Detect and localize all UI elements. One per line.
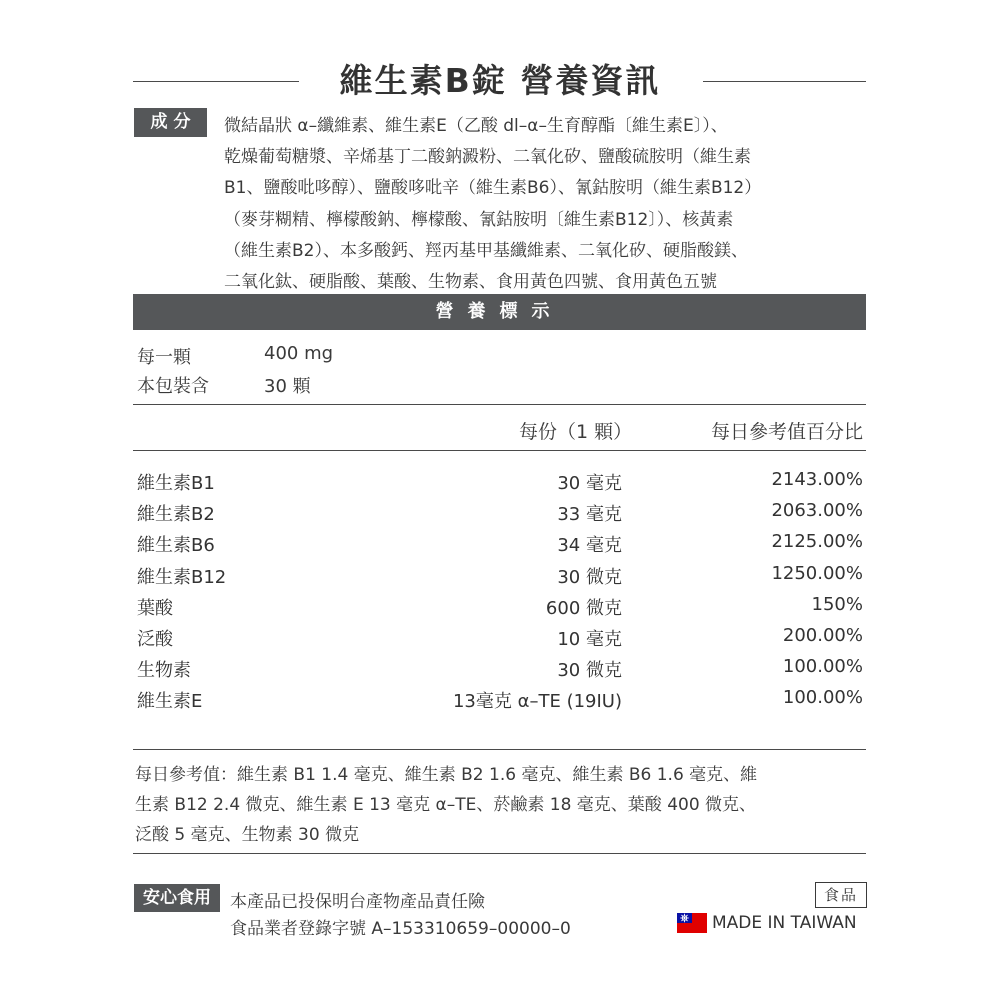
nutrient-amount: 30 毫克 <box>557 473 622 494</box>
reference-line: 每日參考值：維生素 B1 1.4 毫克、維生素 B2 1.6 毫克、維生素 B6 1.6 毫克、維 <box>135 765 758 785</box>
nutrient-amount: 30 微克 <box>557 567 622 588</box>
nutrient-name: 維生素B1 <box>137 473 215 494</box>
ingredients-line: 二氧化鈦、硬脂酸、葉酸、生物素、食用黃色四號、食用黃色五號 <box>224 272 717 293</box>
ingredients-tag: 成 分 <box>134 108 207 137</box>
ingredients-line: 乾燥葡萄糖漿、辛烯基丁二酸鈉澱粉、二氧化矽、鹽酸硫胺明（維生素 <box>224 147 751 168</box>
food-category-box: 食品 <box>815 882 867 908</box>
nutrient-daily-percent: 200.00% <box>782 625 863 646</box>
nutrient-daily-percent: 100.00% <box>782 656 863 677</box>
ingredients-line: B1、鹽酸吡哆醇）、鹽酸哆吡辛（維生素B6）、氰鈷胺明（維生素B12） <box>224 178 762 199</box>
nutrient-name: 葉酸 <box>137 598 173 619</box>
package-contains-label: 本包裝含 <box>137 376 209 397</box>
nutrient-name: 生物素 <box>137 660 191 681</box>
per-unit-value: 400 mg <box>264 343 334 364</box>
reference-line: 生素 B12 2.4 微克、維生素 E 13 毫克 α–TE、菸鹼素 18 毫克、葉酸 400 微克、 <box>135 795 757 815</box>
ingredients-line: 微結晶狀 α–纖維素、維生素E（乙酸 dl–α–生育醇酯〔維生素E〕）、 <box>224 116 728 136</box>
divider <box>133 749 866 750</box>
divider <box>133 853 866 854</box>
nutrient-daily-percent: 2143.00% <box>771 469 863 490</box>
divider <box>133 450 866 451</box>
nutrient-daily-percent: 1250.00% <box>771 563 863 584</box>
nutrient-amount: 600 微克 <box>545 598 622 619</box>
nutrient-name: 泛酸 <box>137 629 173 650</box>
nutrient-name: 維生素E <box>137 691 203 712</box>
nutrient-daily-percent: 150% <box>811 594 863 615</box>
package-contains-value: 30 顆 <box>264 376 311 397</box>
ingredients-line: （維生素B2）、本多酸鈣、羥丙基甲基纖維素、二氧化矽、硬脂酸鎂、 <box>224 240 748 261</box>
ingredients-line: （麥芽糊精、檸檬酸鈉、檸檬酸、氰鈷胺明〔維生素B12〕）、核黃素 <box>224 209 734 230</box>
ingredients-text <box>224 111 864 298</box>
taiwan-flag-icon <box>677 913 707 933</box>
registration-number: 食品業者登錄字號 A–153310659–00000–0 <box>230 919 571 939</box>
nutrient-amount: 13毫克 α–TE (19IU) <box>452 691 622 712</box>
safe-use-tag: 安心食用 <box>134 884 220 912</box>
daily-reference-note <box>135 760 870 850</box>
nutrient-name: 維生素B6 <box>137 535 215 556</box>
made-in-taiwan-label: MADE IN TAIWAN <box>712 913 857 933</box>
nutrition-facts-header: 營養標示 <box>133 294 866 330</box>
nutrient-daily-percent: 100.00% <box>782 687 863 708</box>
divider <box>133 404 866 405</box>
column-header-per-serving: 每份（1 顆） <box>519 421 633 443</box>
nutrient-name: 維生素B12 <box>137 567 227 588</box>
nutrient-amount: 10 毫克 <box>557 629 622 650</box>
nutrient-daily-percent: 2063.00% <box>771 500 863 521</box>
nutrient-amount: 33 毫克 <box>557 504 622 525</box>
title-rule-right <box>703 81 866 82</box>
reference-line: 泛酸 5 毫克、生物素 30 微克 <box>135 825 360 845</box>
insurance-note: 本產品已投保明台產物產品責任險 <box>230 892 485 912</box>
per-unit-label: 每一顆 <box>137 347 191 368</box>
column-header-daily-percent: 每日參考值百分比 <box>710 421 863 443</box>
nutrient-amount: 34 毫克 <box>557 535 622 556</box>
nutrient-daily-percent: 2125.00% <box>771 531 863 552</box>
page-title: 維生素B錠 營養資訊 <box>339 61 661 100</box>
nutrient-name: 維生素B2 <box>137 504 215 525</box>
nutrient-amount: 30 微克 <box>557 660 622 681</box>
